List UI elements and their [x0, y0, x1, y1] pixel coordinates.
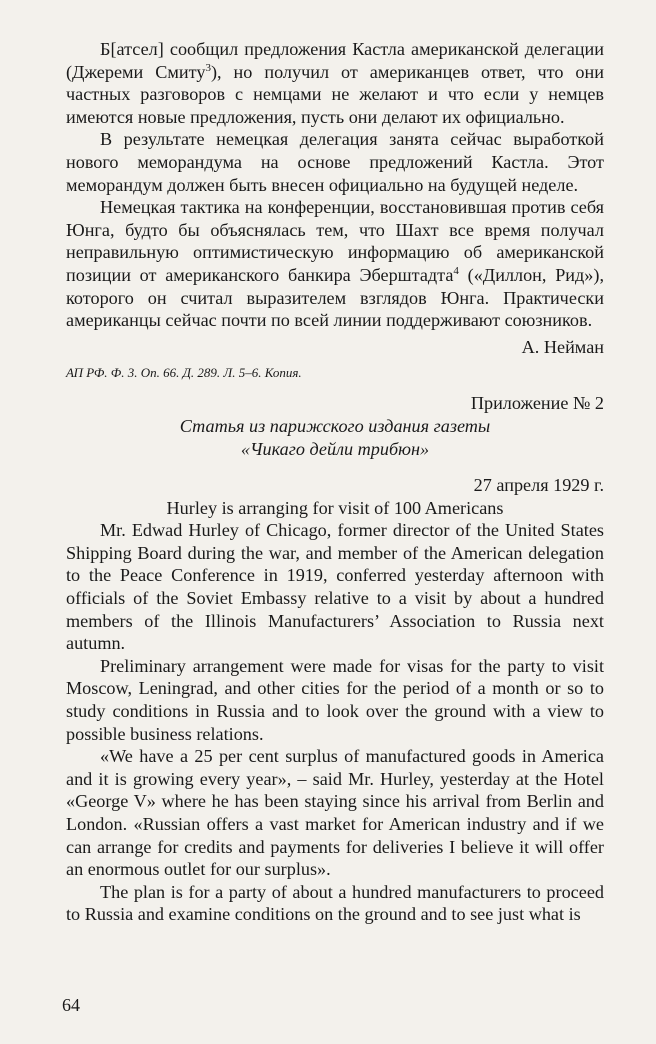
signature: А. Нейман: [521, 336, 604, 357]
text-column: [66, 38, 604, 926]
archive-reference: АП РФ. Ф. 3. Оп. 66. Д. 289. Л. 5–6. Копия.: [66, 365, 302, 381]
page-number: 64: [62, 995, 80, 1015]
english-paragraph-1: Mr. Edwad Hurley of Chicago, former director of the United States Shipping Board during the war, and member of the American delegation to the Peace Conference in 1919, conferred yesterday afternoon with officials of the Soviet Embassy relative to a visit by about a hundred members of the Illinois Manufacturers’ Association to Russia next autumn.: [66, 520, 604, 654]
english-paragraph-3: «We have a 25 per cent surplus of manufactured goods in America and it is growing every year», – said Mr. Hurley, yesterday at the Hotel «George V» where he has been staying since his arrival from Berlin and London. «Russian offers a vast market for American industry and if we can arrange for credits and payments for deliveries I believe it will offer an enormous outlet for our surplus».: [66, 746, 604, 880]
paragraph-2: В результате немецкая делегация занята сейчас выработкой нового меморандума на основе предложений Кастла. Этот меморандум должен быть внесен официально на будущей неделе.: [66, 129, 604, 195]
footnote-ref-4: 4: [453, 264, 459, 277]
appendix-label: Приложение № 2: [470, 393, 604, 414]
paragraph-3: Немецкая тактика на конференции, восстановившая против себя Юнга, будто бы объяснялась тем, что Шахт все время получал неправильную оптимистическую информацию об американской позиции от американского банкира Эберштадта$^4$ («Диллон, Рид»), которого он считал выразителем взглядов Юнга. Практически американцы сейчас почти по всей линии поддерживают союзников.: [66, 197, 604, 331]
article-date: 27 апреля 1929 г.: [473, 475, 604, 496]
paragraph-1: Б[атсел] сообщил предложения Кастла американской делегации (Джереми Смиту$^3$), но получил от американцев ответ, что они частных разговоров с немцами не желают и что если у немцев имеются новые предложения, пусть они делают их официально.: [66, 39, 604, 127]
article-headline: Hurley is arranging for visit of 100 Americans: [166, 497, 504, 518]
english-paragraph-2: Preliminary arrangement were made for visas for the party to visit Moscow, Leningrad, and other cities for the period of a month or so to study conditions in Russia and to look over the ground with a view to possible business relations.: [66, 655, 604, 744]
footnote-ref-3: 3: [205, 61, 211, 74]
article-source-line1: Статья из парижского издания газеты: [179, 415, 491, 436]
article-source-line2: «Чикаго дейли трибюн»: [240, 438, 430, 459]
english-paragraph-4: The plan is for a party of about a hundred manufacturers to proceed to Russia and examine conditions on the ground and to see just what is: [66, 881, 604, 925]
